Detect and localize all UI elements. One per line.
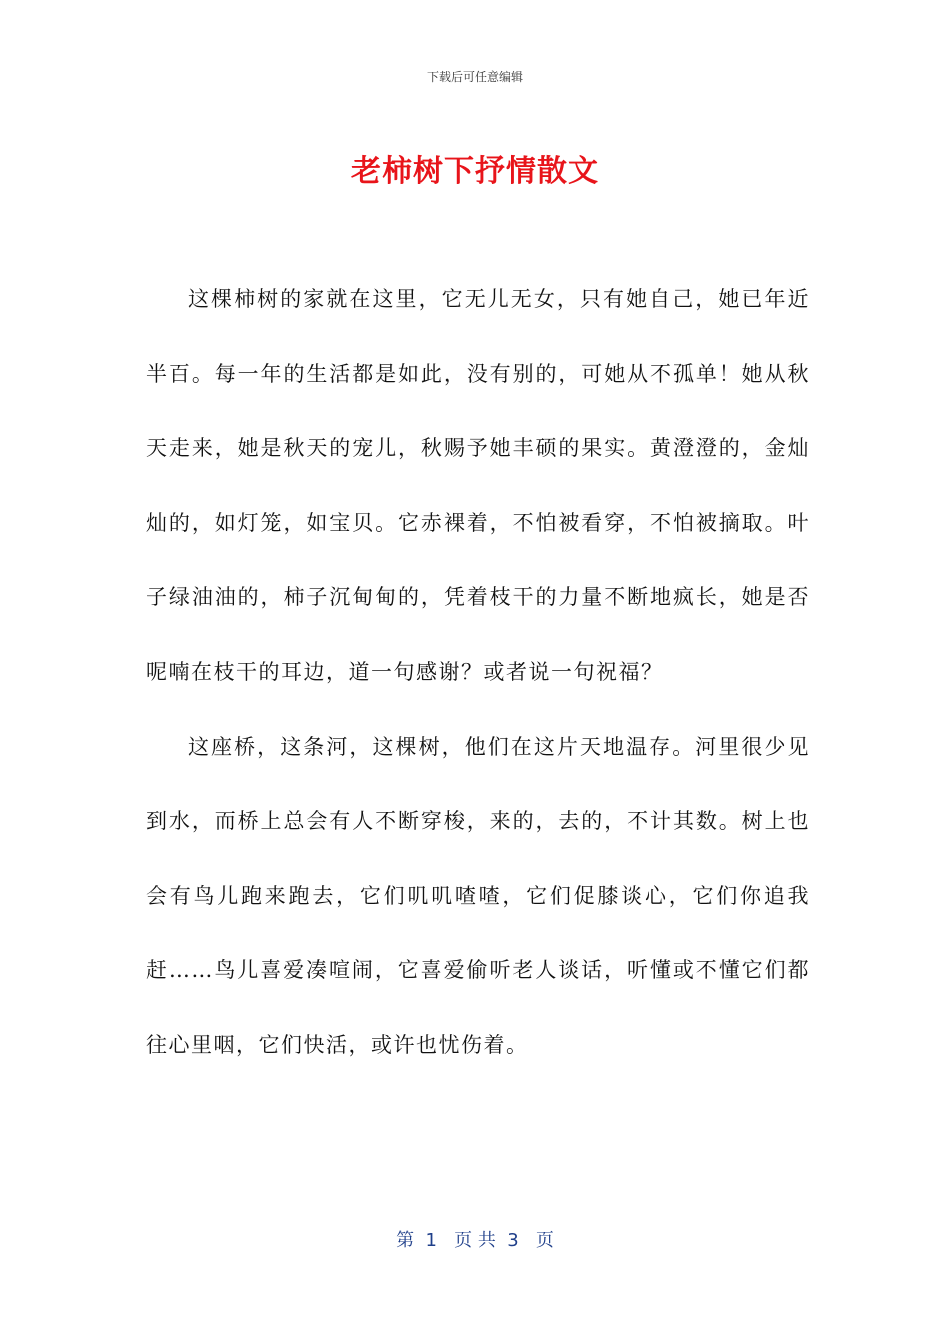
- paragraph-2: 这座桥，这条河，这棵树，他们在这片天地温存。河里很少见到水，而桥上总会有人不断穿梭，来的，去的，不计其数。树上也会有鸟儿跑来跑去，它们叽叽喳喳，它们促膝谈心，它们你追我赶……鸟儿喜爱凑喧闹，它喜爱偷听老人谈话，听懂或不懂它们都往心里咽，它们快活，或许也忧伤着。: [146, 734, 810, 1057]
- paragraph-1: 这棵柿树的家就在这里，它无儿无女，只有她自己，她已年近半百。每一年的生活都是如此，没有别的，可她从不孤单！她从秋天走来，她是秋天的宠儿，秋赐予她丰硕的果实。黄澄澄的，金灿灿的，如灯笼，如宝贝。它赤裸着，不怕被看穿，不怕被摘取。叶子绿油油的，柿子沉甸甸的，凭着枝干的力量不断地疯长，她是否呢喃在枝干的耳边，道一句感谢？或者说一句祝福？: [146, 287, 810, 684]
- page-footer: 第 1 页 共 3 页: [396, 1230, 554, 1251]
- header-note: 下载后可任意编辑: [426, 70, 523, 84]
- document-title: 老柿树下抒情散文: [351, 154, 599, 189]
- document-body: [146, 262, 810, 1083]
